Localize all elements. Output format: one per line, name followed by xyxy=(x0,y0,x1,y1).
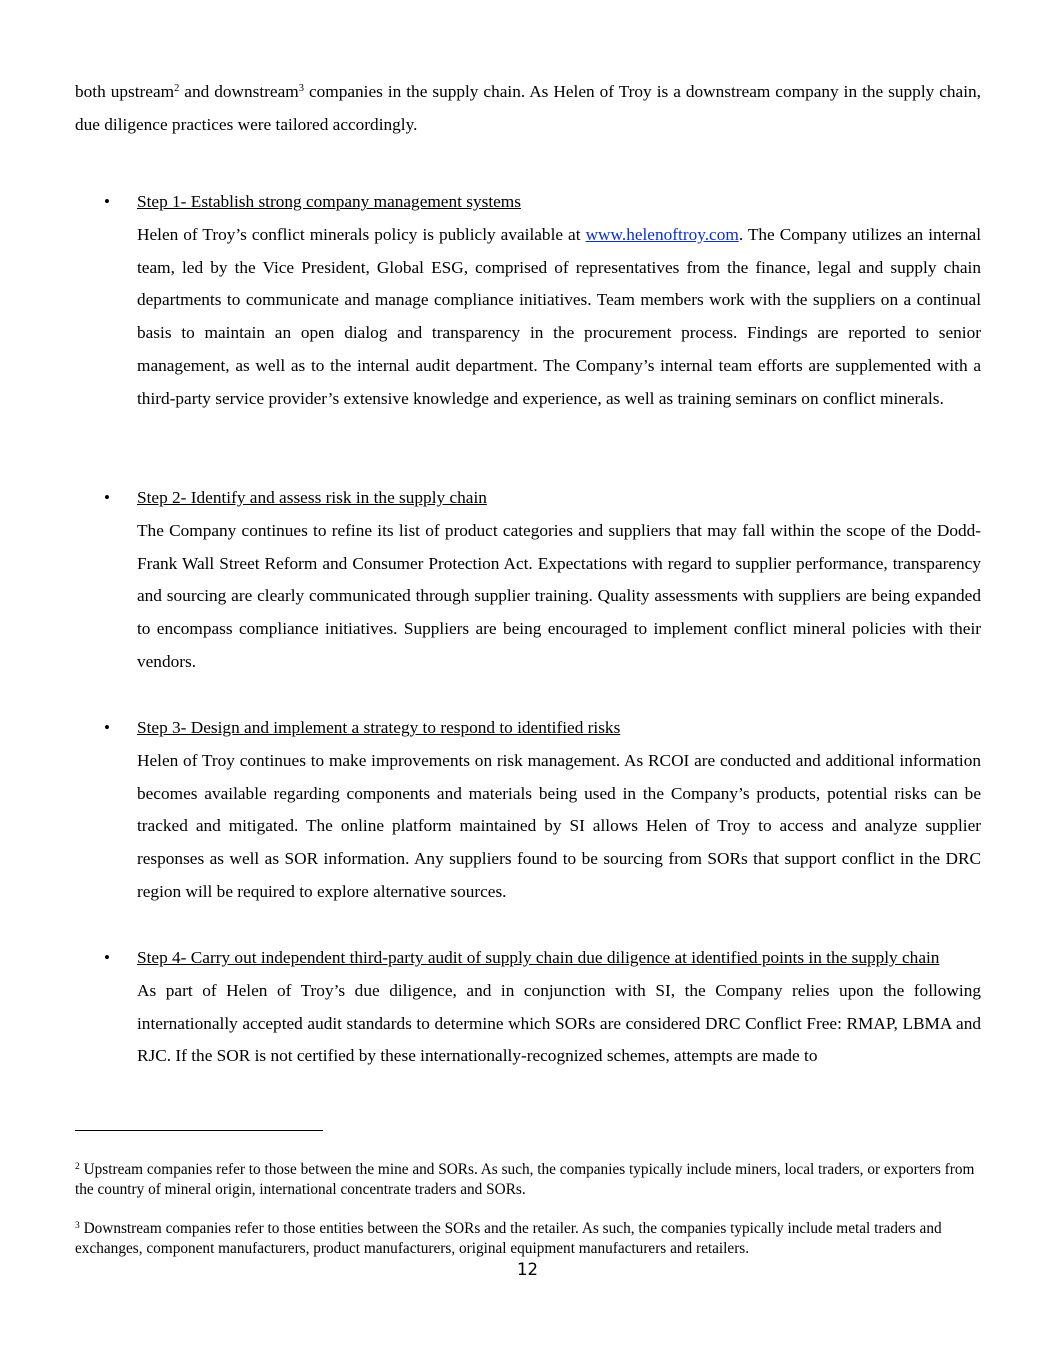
step-1-heading: Step 1- Establish strong company management systems xyxy=(137,192,521,211)
footnote-divider xyxy=(75,1130,323,1131)
footnote-2-marker: 2 xyxy=(75,1162,80,1172)
bullet-icon: • xyxy=(104,718,110,737)
bullet-icon: • xyxy=(104,948,110,967)
footnote-ref-2[interactable]: 2 xyxy=(174,83,180,94)
intro-text-1: both upstream xyxy=(75,82,175,101)
footnote-2-text: Upstream companies refer to those between the mine and SORs. As such, the companies typically include miners, local traders, or exporters from the country of mineral origin, international concentrate traders and SORs. xyxy=(75,1161,975,1199)
step-2-body: The Company continues to refine its list of product categories and suppliers that may fall within the scope of the Dodd-Frank Wall Street Reform and Consumer Protection Act. Expectations with regard to supplier performance, transparency and sourcing are clearly communicated through supplier training. Quality assessments with suppliers are being expanded to encompass compliance initiatives. Suppliers are being encouraged to implement conflict mineral policies with their vendors. xyxy=(137,520,981,671)
footnote-3-marker: 3 xyxy=(75,1221,80,1231)
step-1-content xyxy=(137,186,981,416)
website-link[interactable]: www.helenoftroy.com xyxy=(585,224,739,244)
step-1-body-text-1: Helen of Troy’s conflict minerals policy is publicly available at xyxy=(137,224,586,244)
footnote-3-text: Downstream companies refer to those entities between the SORs and the retailer. As such, the companies typically include metal traders and exchanges, component manufacturers, product manufacturers, original equipment manufacturers and retailers. xyxy=(75,1220,942,1258)
step-4-heading: Step 4- Carry out independent third-party audit of supply chain due diligence at identified points in the supply chain xyxy=(137,948,940,967)
step-1-body xyxy=(137,219,981,416)
step-4-body: As part of Helen of Troy’s due diligence, and in conjunction with SI, the Company relies upon the following internationally accepted audit standards to determine which SORs are considered DRC Conflict Free: RMAP, LBMA and RJC. If the SOR is not certified by these internationally-recognized schemes, attempts are made to xyxy=(137,980,981,1066)
bullet-icon: • xyxy=(104,488,110,507)
footnote-2 xyxy=(75,1160,981,1200)
step-1-body-text-2: . The Company utilizes an internal team, led by the Vice President, Global ESG, comprised of representatives from the finance, legal and supply chain departments to communicate and manage compliance initiatives. Team members work with the suppliers on a continual basis to maintain an open dialog and transparency in the procurement process. Findings are reported to senior management, as well as to the internal audit department. The Company’s internal team efforts are supplemented with a third-party service provider’s extensive knowledge and experience, as well as training seminars on conflict minerals. xyxy=(137,224,981,408)
intro-text-3: companies in the supply chain. As Helen of Troy is a downstream company in the supply chain, due diligence practices were tailored accordingly. xyxy=(75,82,981,134)
step-2-content xyxy=(137,482,981,679)
step-3-body: Helen of Troy continues to make improvements on risk management. As RCOI are conducted and additional information becomes available regarding components and materials being used in the Company’s products, potential risks can be tracked and mitigated. The online platform maintained by SI allows Helen of Troy to access and analyze supplier responses as well as SOR information. Any suppliers found to be sourcing from SORs that support conflict in the DRC region will be required to explore alternative sources. xyxy=(137,750,981,901)
intro-paragraph xyxy=(75,76,981,142)
step-2-heading: Step 2- Identify and assess risk in the supply chain xyxy=(137,488,487,507)
step-4-content xyxy=(137,942,981,1073)
step-3-content xyxy=(137,712,981,909)
bullet-icon: • xyxy=(104,192,110,211)
step-3-heading: Step 3- Design and implement a strategy to respond to identified risks xyxy=(137,718,621,737)
footnote-3 xyxy=(75,1219,981,1259)
intro-text-2: and downstream xyxy=(179,82,299,101)
page-number: 12 xyxy=(517,1260,538,1279)
footnote-ref-3[interactable]: 3 xyxy=(298,83,304,94)
